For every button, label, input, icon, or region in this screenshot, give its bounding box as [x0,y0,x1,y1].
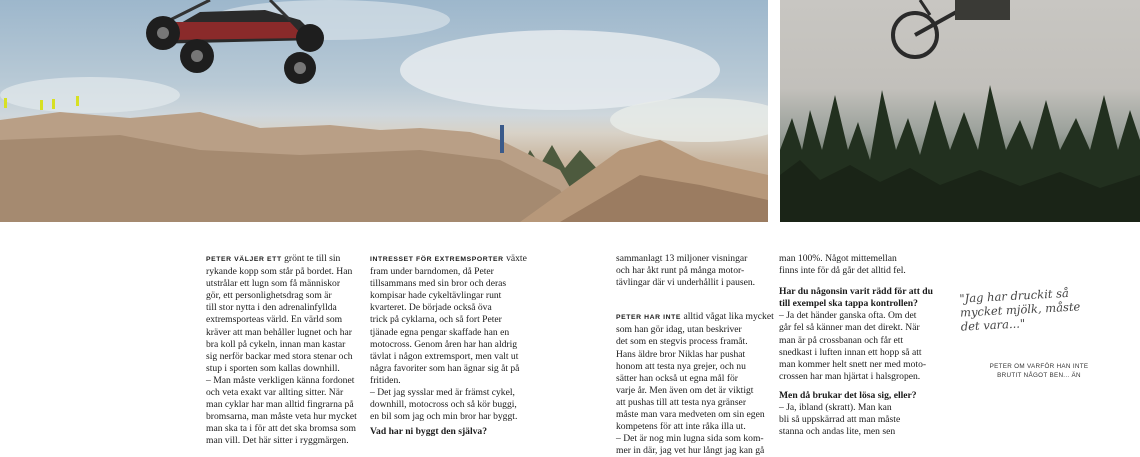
pull-quote: "Jag har druckit så mycket mjölk, måste det vara..." [958,285,1081,334]
bmx-jump-illustration [780,0,1140,222]
text-line: honom att testa nya grejer, och nu [616,360,746,372]
text-line: tävlingar där vi underhållit i pausen. [616,277,756,289]
text-line: stup i sporten som kallas downhill. [206,362,340,374]
text-line: – Det jag sysslar med är främst cykel, [370,387,515,399]
text-line: tävlat i någon extremsport, men valt ut [370,350,519,362]
text-line: – Ja det händer ganska ofta. Om det [779,310,917,322]
text-line: tjänade egna pengar skaffade han en [370,326,510,338]
text-line: tillsammans med sin bror och deras [370,278,507,290]
text-line: extremsporteas värld. En värld som [206,314,343,326]
text-line: – Ja, ibland (skratt). Man kan [779,402,892,414]
text-line: bra koll på cykeln, innan man kastar [206,338,346,350]
text-line: kompetens för att inte råka illa ut. [616,421,746,433]
bmx-jump-photo [780,0,1140,222]
column3-lead: PETER HAR INTE [616,314,682,322]
buggy-jump-illustration [0,0,768,222]
question-heading: Har du någonsin varit rädd för att du till exempel ska tappa kontrollen? [779,286,933,310]
text-line: sammanlagt 13 miljoner visningar [616,253,748,264]
article-column-2 [370,253,530,438]
text-line: fram under barndomen, då Peter [370,266,494,278]
text-line: motocross. Genom åren har han aldrig [370,338,518,350]
pull-quote-caption: PETER OM VARFÖR HAN INTE BRUTIT NÅGOT BEN... ÄN [989,363,1089,379]
text-line: fritiden. [370,374,401,386]
text-line: – Man måste verkligen känna fordonet [206,374,355,386]
article-column-3 [616,253,774,457]
text-line: trick på cyklarna, och så fort Peter [370,314,502,326]
text-line: sätter han också ut egna mål för [616,372,739,384]
text-line: snedkast i luften innan ett hopp så att [779,346,922,358]
text-line: man ska ta i för att det ska bromsa som [206,423,357,435]
article-column-4 [779,253,939,438]
text-line: man cyklar har man alltid fingrarna på [206,399,354,411]
text-line: bromsarna, man måste veta hur mycket [206,411,357,423]
text-line: downhill, motocross och så kör buggi, [370,399,517,411]
text-line: man 100%. Något mittemellan [779,253,897,264]
question-heading: Vad har ni byggt den själva? [370,426,488,438]
text-line: några favoriter som han ägnar sig åt på [370,362,520,374]
text-line: måste man vara medveten om sin egen [616,409,765,421]
text-line: stanna och andas lite, men sen [779,426,896,438]
text-line: som han gör idag, utan beskriver [616,324,742,336]
text-line: – Det är nog min lugna sida som kom- [616,433,764,445]
text-line: crossen har man hjärtat i halsgropen. [779,370,921,382]
text-line: finns inte för då går det alltid fel. [779,265,906,277]
text-line: sig nerför backar med stora stenar och [206,350,353,362]
text-line: det som en stegvis process framåt. [616,336,748,348]
text-line: gör, ett personlighetsdrag som är [206,290,332,302]
text-line: man kommer helt snett ner med moto- [779,358,927,370]
question-heading: Men då brukar det lösa sig, eller? [779,389,917,401]
text-line: grönt te till sin [284,253,341,264]
text-line: utstrålar ett lugn som få människor [206,278,341,290]
column2-lead: INTRESSET FÖR EXTREMSPORTER [370,256,504,263]
bmx-rider-shape [893,0,1010,57]
text-line: går fel så känner man det direkt. När [779,322,920,334]
text-line: kvarteret. De började också öva [370,302,492,314]
text-line: växte [506,253,527,264]
text-line: Hans äldre bror Niklas har pushat [616,348,746,360]
text-line: kompisar hade cykeltävlingar runt [370,290,502,302]
text-line: och veta exakt var allting sitter. När [206,387,344,399]
column1-lead: PETER VÄLJER ETT [206,256,282,263]
text-line: att pushas till att testa nya gränser [616,396,747,408]
text-line: man är på crossbanan och får ett [779,334,904,346]
text-line: en bil som jag och min bror har byggt. [370,411,518,423]
text-line: kräver att man behåller lugnet och har [206,326,352,338]
text-line: mer in där, jag vet hur långt jag kan gå [616,445,765,457]
text-line: rykande kopp som står på bordet. Han [206,266,353,278]
text-line: till stor nytta i den adrenalinfyllda [206,302,337,314]
text-line: och har åkt runt på många motor- [616,265,745,277]
text-line: varje år. Men även om det är viktigt [616,384,754,396]
text-line: bli så uppskärrad att man måste [779,414,901,426]
text-line: alltid vågat lika mycket [683,311,774,323]
article-column-1 [206,253,364,448]
text-line: man vill. Det här sitter i ryggmärgen. [206,435,349,447]
buggy-jump-photo [0,0,768,222]
